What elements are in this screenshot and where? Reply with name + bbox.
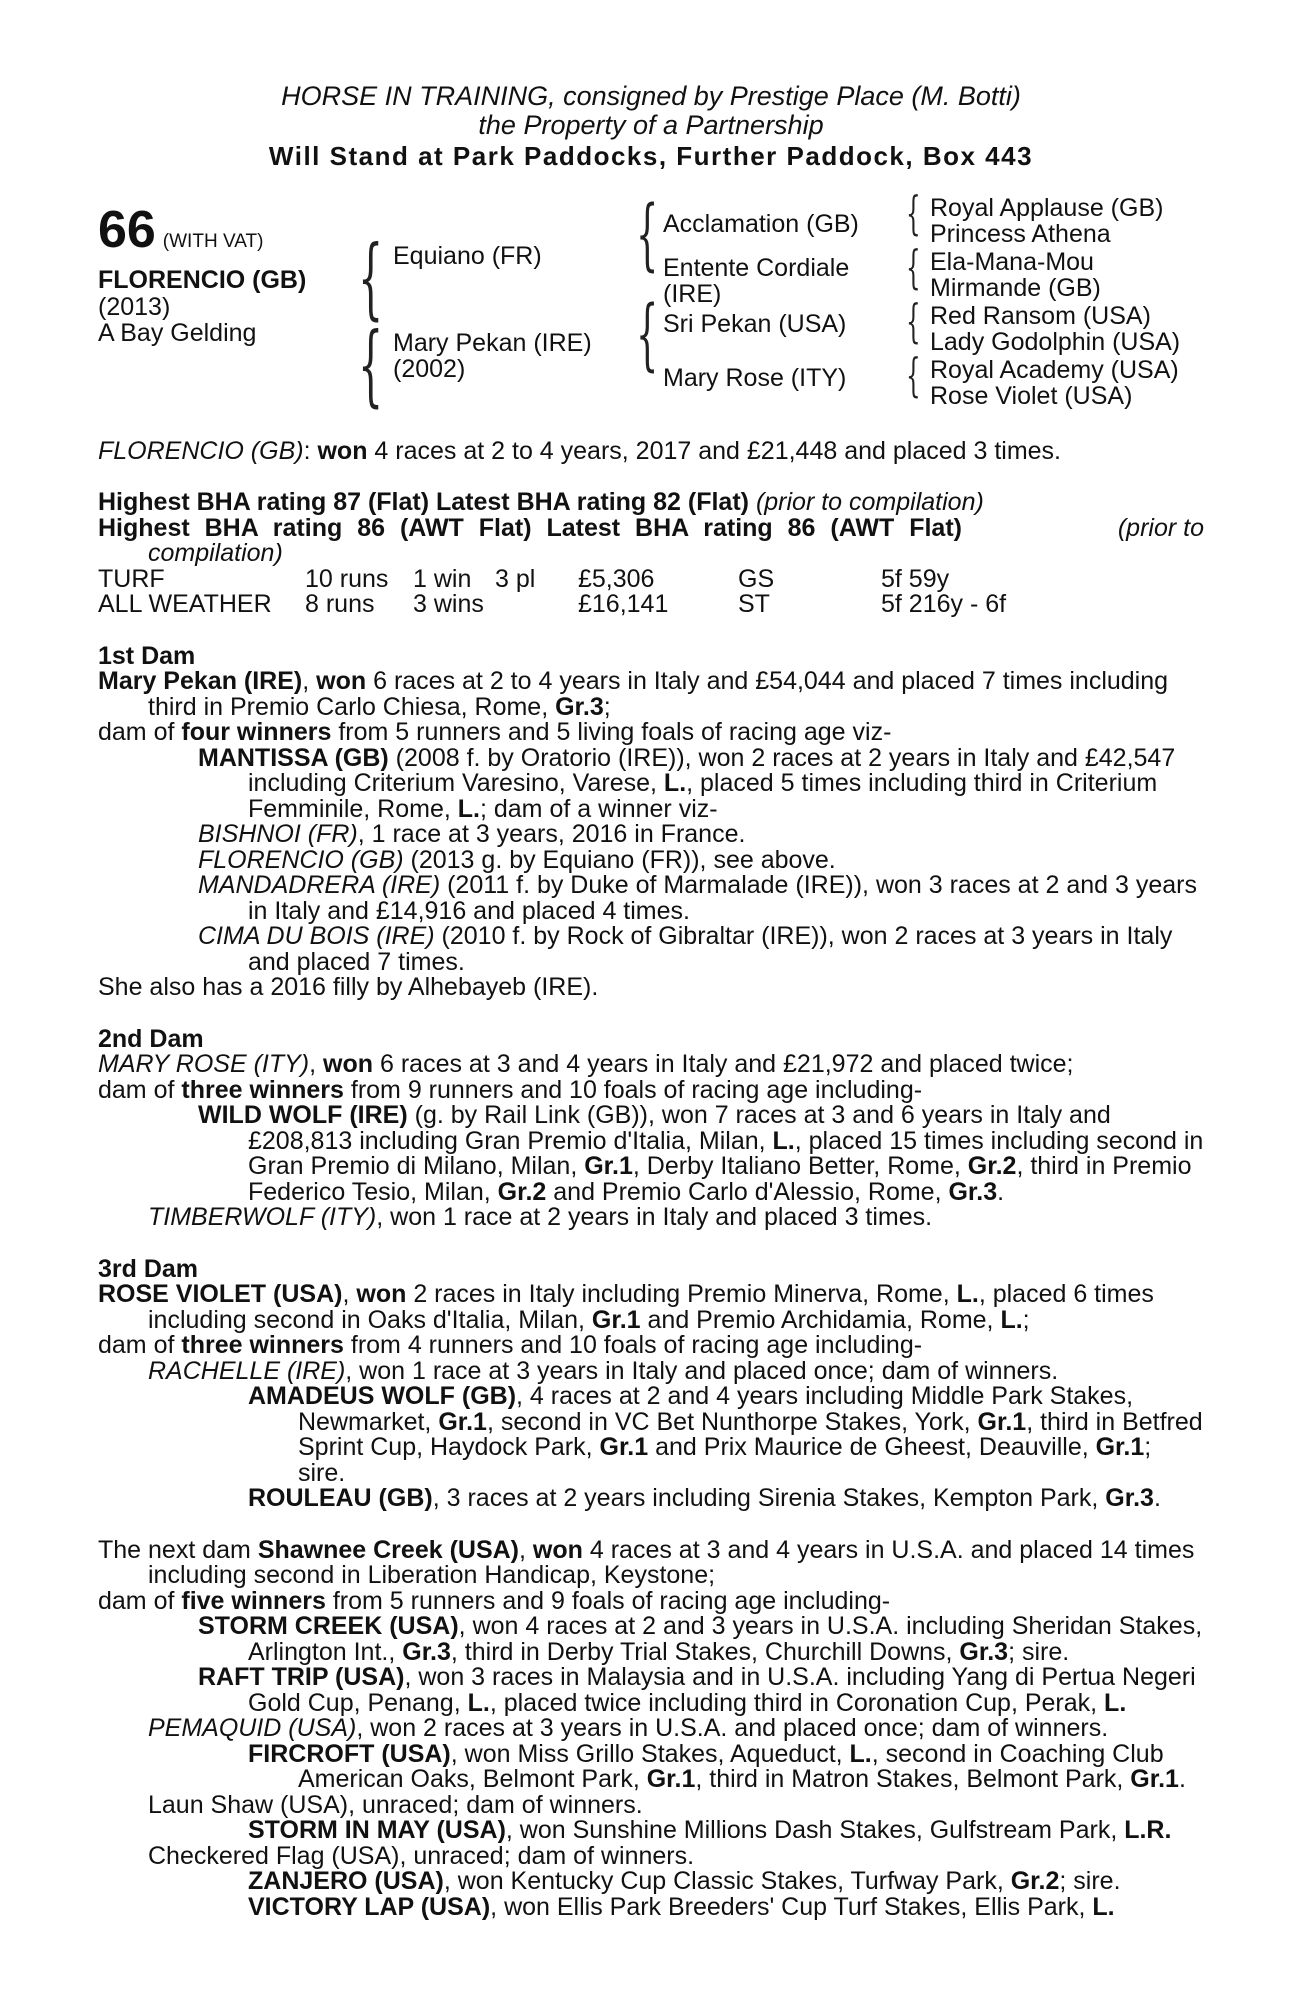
progeny-item: PEMAQUID (USA), won 2 races at 3 years in U.S.A. and placed once; dam of winners. xyxy=(148,1714,1109,1742)
record-turf: TURF 10 runs 1 win 3 pl £5,306 GS 5f 59y xyxy=(98,564,950,593)
progeny-item: VICTORY LAP (USA), won Ellis Park Breeders' Cup Turf Stakes, Ellis Park, L. xyxy=(248,1892,1115,1921)
lot-number-line xyxy=(98,200,264,259)
horse-name: FLORENCIO (GB) xyxy=(98,265,307,294)
brace-icon: { xyxy=(358,225,384,329)
dam-record: Mary Pekan (IRE), won 6 races at 2 to 4 years in Italy and £54,044 and placed 7 times including third in Premio Carlo Chiesa, Rome, Gr.3; xyxy=(98,667,1169,721)
first-dam-section xyxy=(98,641,1204,1001)
second-dam-section xyxy=(98,1024,1204,1231)
dam-of-line: dam of three winners from 9 runners and 10 foals of racing age including- xyxy=(98,1075,923,1104)
record-aw: ALL WEATHER 8 runs 3 wins £16,141 ST 5f 216y - 6f xyxy=(98,590,1007,618)
dam-of-line: dam of five winners from 5 runners and 9 foals of racing age including- xyxy=(98,1586,891,1615)
brace-icon: { xyxy=(906,347,921,402)
race-summary: FLORENCIO (GB): won 4 races at 2 to 4 years, 2017 and £21,448 and placed 3 times. xyxy=(98,436,1062,465)
brace-icon: { xyxy=(636,189,659,280)
consignor-line: HORSE IN TRAINING, consigned by Prestige Place (M. Botti) xyxy=(281,81,1021,111)
progeny-item: AMADEUS WOLF (GB), 4 races at 2 and 4 years including Middle Park Stakes, Newmarket, Gr.1, second in VC Bet Nunthorpe Stakes, York, Gr.1, third in Betfred Sprint Cup, Haydock Park, Gr.1 and Prix Maurice de Gheest, Deauville, Gr.1; sire. xyxy=(248,1382,1203,1487)
horse-description: A Bay Gelding xyxy=(98,318,257,347)
brace-icon: { xyxy=(636,289,659,380)
progeny-item: CIMA DU BOIS (IRE) (2010 f. by Rock of Gibraltar (IRE)), won 2 races at 3 years in Italy and placed 7 times. xyxy=(198,922,1173,976)
brace-icon: { xyxy=(906,185,921,240)
progeny-item: STORM IN MAY (USA), won Sunshine Millions Dash Stakes, Gulfstream Park, L.R. xyxy=(248,1816,1172,1844)
also-line: She also has a 2016 filly by Alhebayeb (IRE). xyxy=(98,973,599,1001)
gg-4: Mirmande (GB) xyxy=(930,273,1101,302)
progeny-item: Checkered Flag (USA), unraced; dam of winners. xyxy=(148,1841,695,1870)
dam-record: The next dam Shawnee Creek (USA), won 4 races at 3 and 4 years in U.S.A. and placed 14 times including second in Liberation Handicap, Keystone; xyxy=(98,1535,1195,1589)
gg-8: Rose Violet (USA) xyxy=(930,381,1133,410)
gg-3: Ela-Mana-Mou xyxy=(930,247,1094,276)
progeny-item: MANDADRERA (IRE) (2011 f. by Duke of Marmalade (IRE)), won 3 races at 2 and 3 years in Italy and £14,916 and placed 4 times. xyxy=(198,871,1197,925)
gg-2: Princess Athena xyxy=(930,219,1111,248)
progeny-item: ZANJERO (USA), won Kentucky Cup Classic Stakes, Turfway Park, Gr.2; sire. xyxy=(248,1867,1121,1895)
lot-number: 66 xyxy=(98,200,156,259)
horse-year: (2013) xyxy=(98,292,171,321)
dam-year: (2002) xyxy=(393,354,466,383)
progeny-item: MANTISSA (GB) (2008 f. by Oratorio (IRE)), won 2 races at 2 years in Italy and £42,547 including Criterium Varesino, Varese, L., placed 5 times including third in Criterium Femminile, Rome, L.; dam of a winner viz- xyxy=(198,743,1176,823)
progeny-item: FLORENCIO (GB) (2013 g. by Equiano (FR)), see above. xyxy=(198,845,836,874)
dam-of-line: dam of four winners from 5 runners and 5 living foals of racing age viz- xyxy=(98,718,892,746)
gg-6: Lady Godolphin (USA) xyxy=(930,327,1181,356)
dam: Mary Pekan (IRE) xyxy=(393,328,592,357)
progeny-item: ROULEAU (GB), 3 races at 2 years including Sirenia Stakes, Kempton Park, Gr.3. xyxy=(248,1484,1161,1512)
progeny-item: RACHELLE (IRE), won 1 race at 3 years in Italy and placed once; dam of winners. xyxy=(148,1356,1059,1385)
dam-dam: Mary Rose (ITY) xyxy=(663,363,847,392)
gg-1: Royal Applause (GB) xyxy=(930,193,1164,222)
property-line: the Property of a Partnership xyxy=(478,110,824,140)
sire-sire: Acclamation (GB) xyxy=(663,209,859,238)
sire-dam: Entente Cordiale xyxy=(663,253,850,282)
section-heading: 2nd Dam xyxy=(98,1024,204,1053)
next-dam-section xyxy=(98,1535,1204,1921)
awt-rating: Highest BHA rating 86 (AWT Flat) Latest BHA rating 86 (AWT Flat) (prior to compilation) xyxy=(98,513,1204,567)
dam-record: ROSE VIOLET (USA), won 2 races in Italy including Premio Minerva, Rome, L., placed 6 times including second in Oaks d'Italia, Milan, Gr.1 and Premio Archidamia, Rome, L.; xyxy=(98,1280,1154,1334)
catalogue-page xyxy=(98,82,1204,1920)
flat-rating: Highest BHA rating 87 (Flat) Latest BHA rating 82 (Flat) (prior to compilation) xyxy=(98,488,984,516)
dam-of-line: dam of three winners from 4 runners and 10 foals of racing age including- xyxy=(98,1331,923,1359)
ratings xyxy=(98,490,1204,618)
progeny-item: RAFT TRIP (USA), won 3 races in Malaysia and in U.S.A. including Yang di Pertua Negeri Gold Cup, Penang, L., placed twice including third in Coronation Cup, Perak, L. xyxy=(198,1663,1196,1717)
brace-icon: { xyxy=(906,239,921,294)
progeny-item: Laun Shaw (USA), unraced; dam of winners. xyxy=(148,1790,643,1819)
progeny-item: WILD WOLF (IRE) (g. by Rail Link (GB)), won 7 races at 3 and 6 years in Italy and £208,813 including Gran Premio d'Italia, Milan, L., placed 15 times including second in Gran Premio di Milano, Milan, Gr.1, Derby Italiano Better, Rome, Gr.2, third in Premio Federico Tesio, Milan, Gr.2 and Premio Carlo d'Alessio, Rome, Gr.3. xyxy=(198,1101,1204,1206)
dam-record: MARY ROSE (ITY), won 6 races at 3 and 4 years in Italy and £21,972 and placed twice; xyxy=(98,1050,1074,1078)
sire-dam-cont: (IRE) xyxy=(663,279,722,308)
progeny-item: FIRCROFT (USA), won Miss Grillo Stakes, Aqueduct, L., second in Coaching Club American Oaks, Belmont Park, Gr.1, third in Matron Stakes, Belmont Park, Gr.1. xyxy=(248,1739,1186,1793)
location-line: Will Stand at Park Paddocks, Further Paddock, Box 443 xyxy=(268,141,1034,171)
brace-icon: { xyxy=(906,293,921,348)
pedigree-block xyxy=(98,185,1204,441)
third-dam-section xyxy=(98,1254,1204,1512)
brace-icon: { xyxy=(358,312,384,416)
dam-sire: Sri Pekan (USA) xyxy=(663,309,847,338)
gg-5: Red Ransom (USA) xyxy=(930,301,1151,330)
progeny-item: STORM CREEK (USA), won 4 races at 2 and 3 years in U.S.A. including Sheridan Stakes, Arlington Int., Gr.3, third in Derby Trial Stakes, Churchill Downs, Gr.3; sire. xyxy=(198,1612,1203,1666)
section-heading: 1st Dam xyxy=(98,641,196,670)
progeny-item: BISHNOI (FR), 1 race at 3 years, 2016 in France. xyxy=(198,820,746,848)
section-heading: 3rd Dam xyxy=(98,1254,199,1283)
gg-7: Royal Academy (USA) xyxy=(930,355,1179,384)
progeny-item: TIMBERWOLF (ITY), won 1 race at 2 years in Italy and placed 3 times. xyxy=(148,1203,933,1231)
sire: Equiano (FR) xyxy=(393,241,542,270)
lot-vat: (WITH VAT) xyxy=(162,230,264,252)
